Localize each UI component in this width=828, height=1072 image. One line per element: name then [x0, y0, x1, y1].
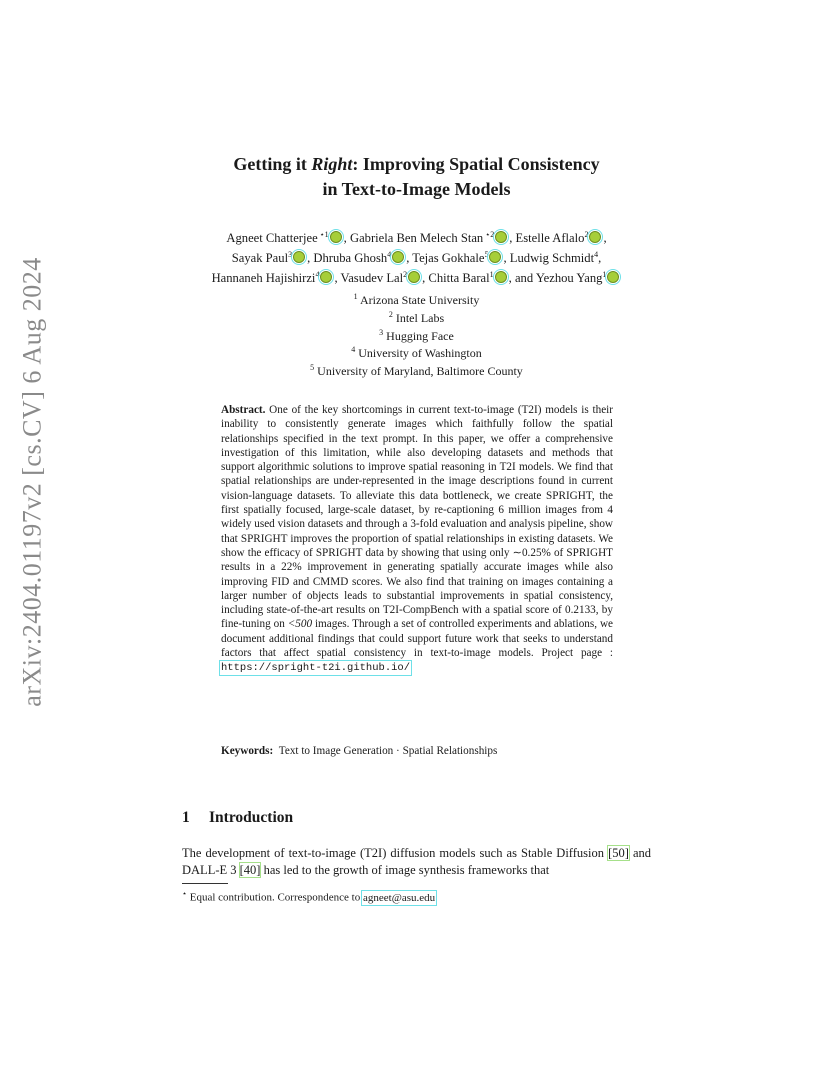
abstract — [221, 403, 613, 676]
title-line-2: in Text-to-Image Models — [322, 179, 511, 199]
orcid-icon[interactable] — [320, 271, 332, 283]
paper-title — [150, 152, 683, 202]
affiliation-list — [200, 290, 633, 379]
arxiv-id-text: arXiv:2404.01197v2 [cs.CV] 6 Aug 2024 — [18, 256, 47, 707]
section-heading — [182, 809, 293, 827]
author: Yezhou Yang$^1$ — [536, 271, 622, 285]
footnote-text: Equal contribution. Correspondence to — [187, 891, 363, 904]
author: Estelle Aflalo$^2$ , — [515, 230, 607, 246]
keywords — [221, 744, 613, 758]
author: Chitta Baral$^1$ , and — [428, 269, 536, 285]
abstract-label: Abstract. — [221, 404, 266, 416]
affiliation: $^2$ Intel Labs — [388, 309, 445, 325]
citation-link[interactable]: [50] — [608, 846, 629, 860]
section-title: Introduction — [209, 809, 294, 826]
orcid-icon[interactable] — [330, 231, 342, 243]
arxiv-identifier-stamp — [16, 256, 50, 707]
author: Ludwig Schmidt$^4$, — [509, 249, 602, 265]
email-link[interactable]: agneet@asu.edu — [362, 891, 436, 904]
author: Gabriela Ben Melech Stan $^{⋆2}$ , — [349, 230, 516, 246]
author: Hannaneh Hajishirzi$^4$ , — [211, 269, 341, 285]
author: Vasudev Lal$^2$ , — [340, 269, 429, 285]
keywords-label: Keywords: — [221, 745, 274, 757]
orcid-icon[interactable] — [495, 231, 507, 243]
affiliation: $^4$ University of Washington — [351, 345, 482, 361]
orcid-icon[interactable] — [589, 231, 601, 243]
citation-link[interactable]: [40] — [239, 862, 261, 877]
affiliation: $^1$ Arizona State University — [353, 292, 480, 307]
orcid-icon[interactable] — [489, 251, 501, 263]
intro-paragraph: The development of text-to-image (T2I) diffusion models such as Stable Diffusion [50] and DALL-E 3 [40] has led to the growth of image synthesis frameworks that — [182, 846, 651, 877]
orcid-icon[interactable] — [392, 251, 404, 263]
orcid-icon[interactable] — [607, 271, 619, 283]
section-number: 1 — [182, 809, 190, 826]
orcid-icon[interactable] — [495, 271, 507, 283]
keywords-text: Text to Image Generation · Spatial Relationships — [278, 745, 498, 757]
author: Sayak Paul$^3$ , — [231, 249, 314, 265]
footnote-mark: ⋆ — [182, 889, 188, 898]
title-line-1: Getting it Right: Improving Spatial Consistency — [233, 154, 600, 174]
author-list — [168, 227, 665, 286]
footnote — [182, 887, 435, 905]
author: Tejas Gokhale$^5$ , — [412, 249, 510, 265]
author: Agneet Chatterjee $^{⋆1}$ , — [226, 230, 350, 246]
affiliation: $^3$ Hugging Face — [379, 327, 454, 343]
abstract-emphasis: <500 — [287, 618, 313, 631]
footnote-rule — [182, 883, 228, 884]
title-emphasis: Right — [311, 154, 353, 174]
orcid-icon[interactable] — [408, 271, 420, 283]
affiliation: $^5$ University of Maryland, Baltimore County — [310, 363, 523, 379]
author: Dhruba Ghosh$^4$ , — [313, 249, 413, 265]
project-page-link[interactable]: https://spright-t2i.github.io/ — [221, 662, 411, 675]
orcid-icon[interactable] — [293, 251, 305, 263]
abstract-text-end: images. Through a set of controlled experiments and ablations, we document additional findings that could support future work that seeks to understand factors that affect spatial consistency in text-to-image models. Project page : — [221, 618, 613, 660]
abstract-text: One of the key shortcomings in current text-to-image (T2I) models is their inability to consistently generate images which faithfully follow the spatial relationships specified in the text prompt. In this paper, we offer a comprehensive investigation of this limitation, while also developing datasets and methods that support algorithmic solutions to improve spatial reasoning in T2I models. We find that spatial relationships are under-represented in the image descriptions found in current vision-language datasets. To alleviate this data bottleneck, we create SPRIGHT, the first spatially focused, large-scale dataset, by re-captioning 6 million images from 4 widely used vision datasets and through a 3-fold evaluation and analysis pipeline, show that SPRIGHT improves the proportion of spatial relationships in existing datasets. We show the efficacy of SPRIGHT data by showing that using only ∼0.25% of SPRIGHT results in a 22% improvement in generating spatially accurate images while also improving FID and CMMD scores. We also find that training on images containing a larger number of objects leads to substantial improvements in spatial consistency, including state-of-the-art results on T2I-CompBench with a spatial score of 0.2133, by fine-tuning on — [221, 404, 613, 631]
